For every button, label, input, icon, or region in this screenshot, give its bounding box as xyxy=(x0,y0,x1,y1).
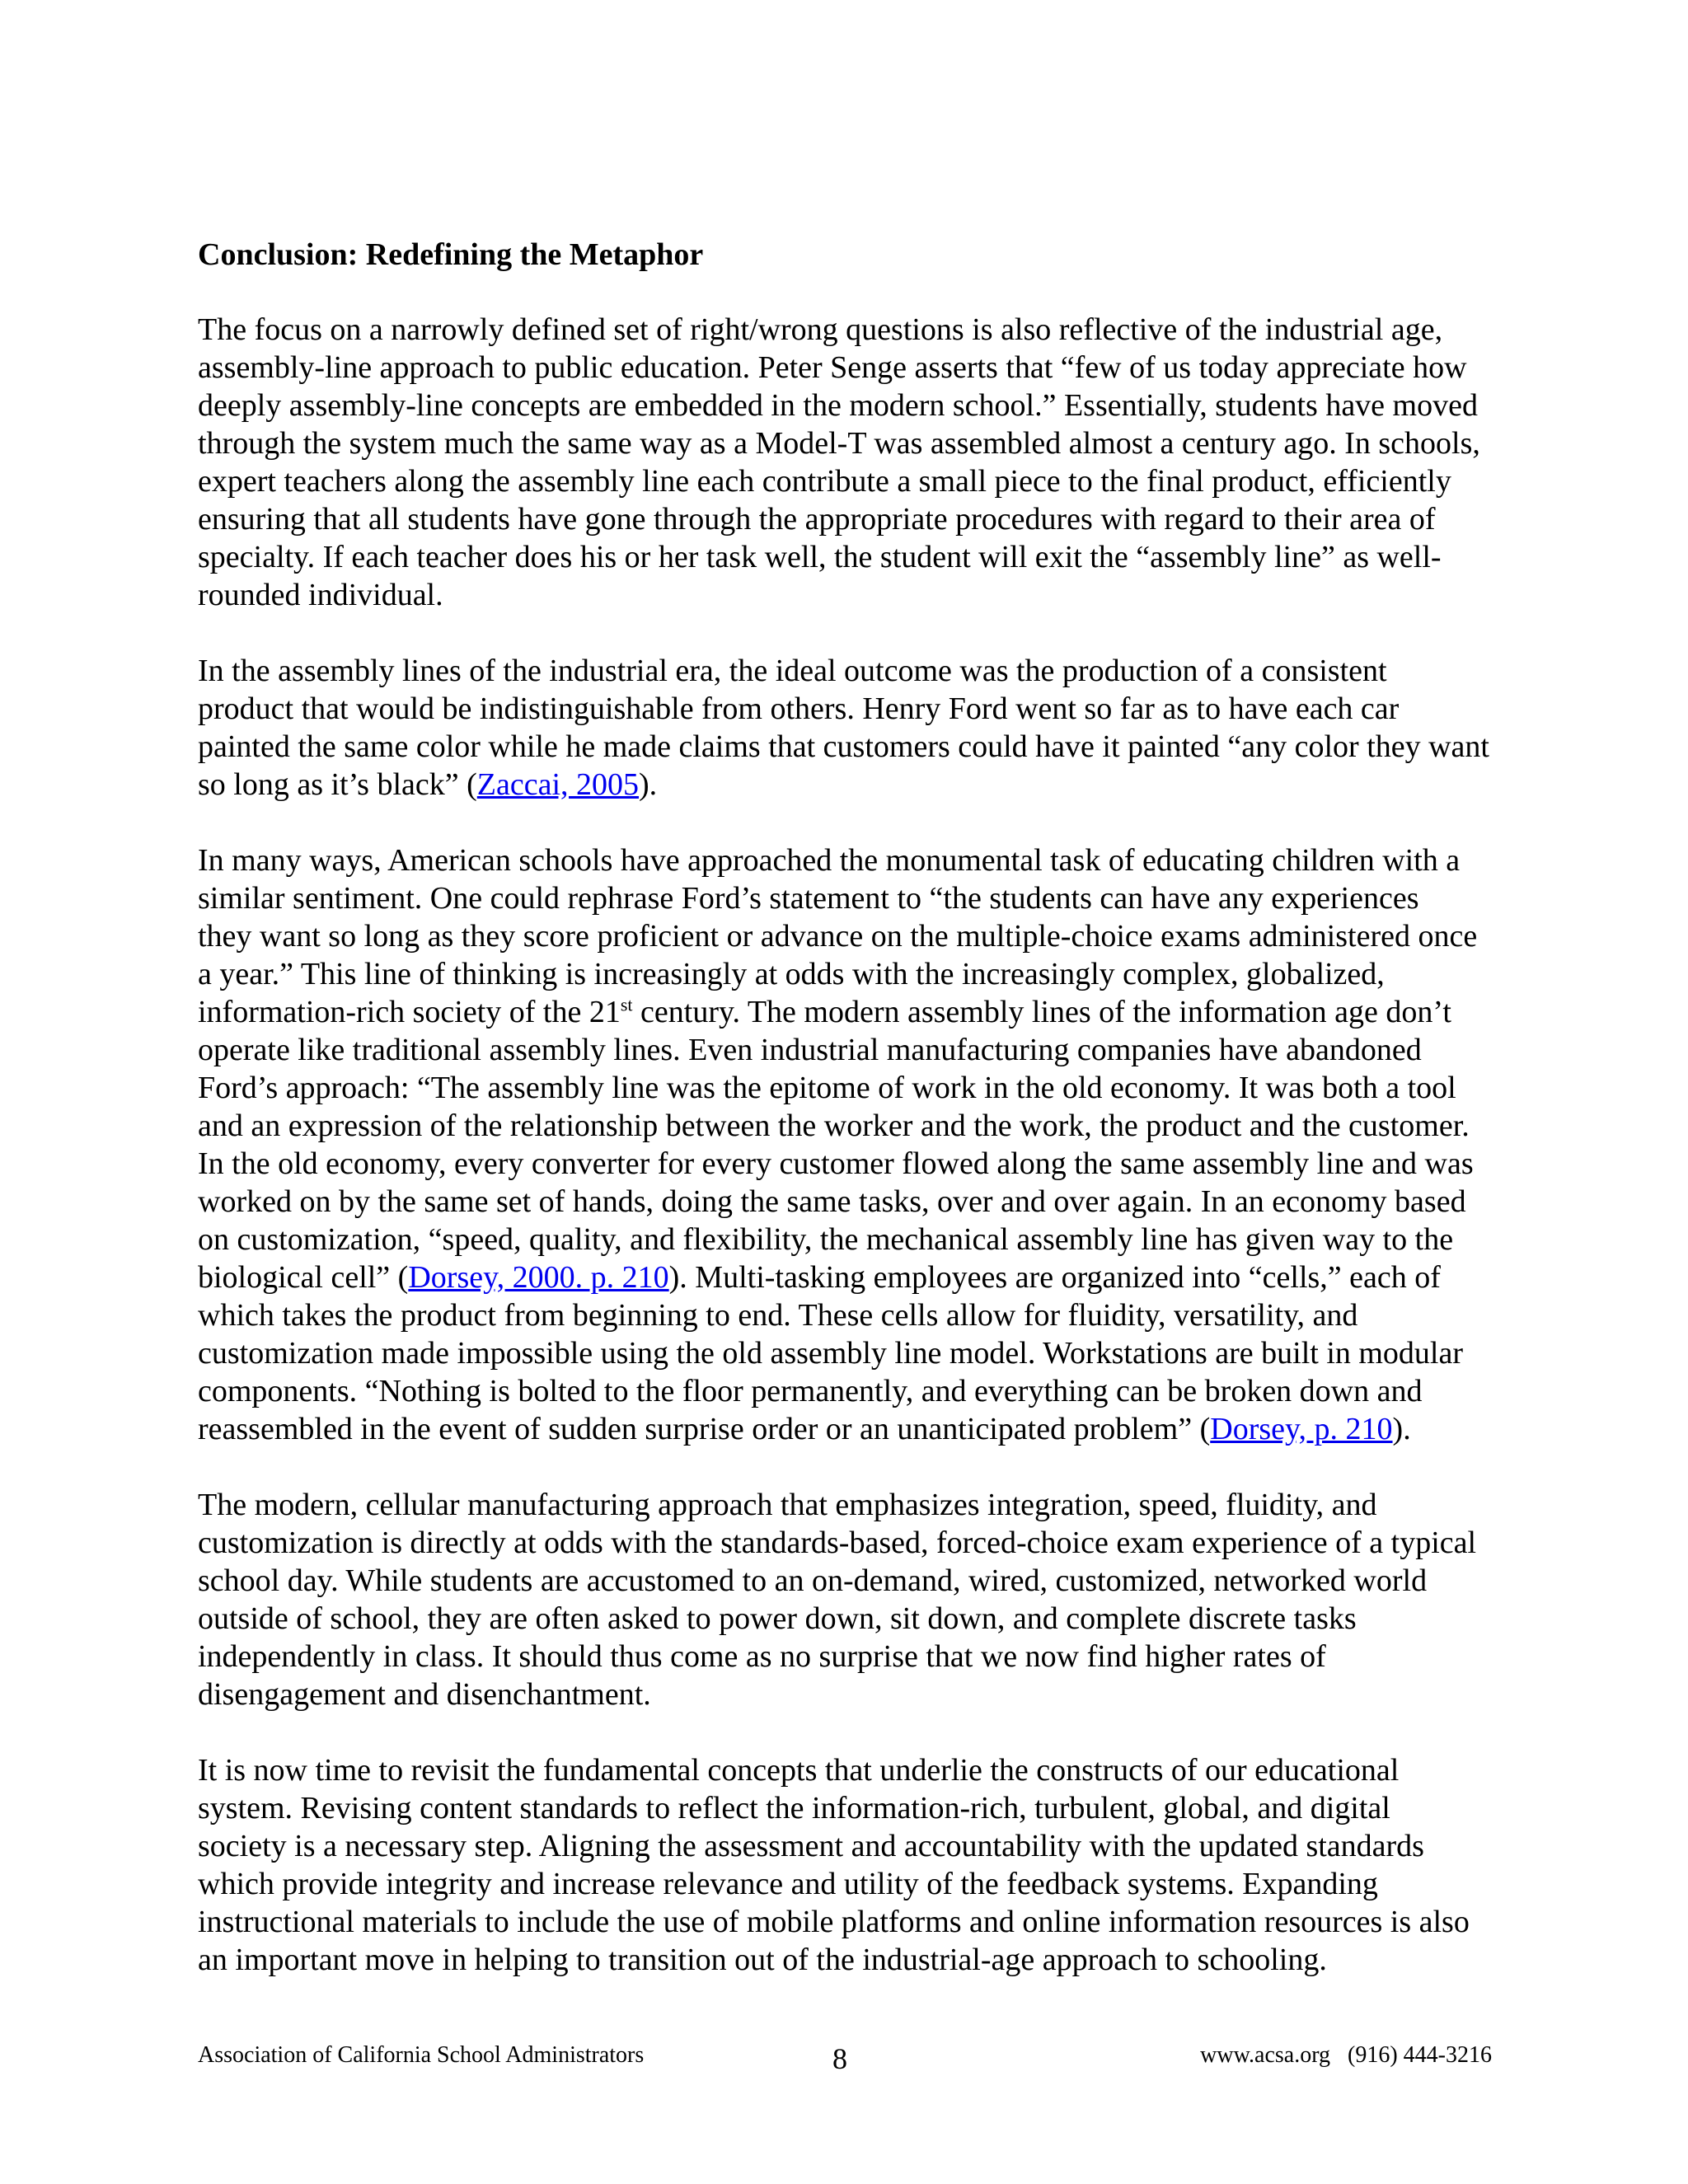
paragraph-2 xyxy=(198,652,1566,804)
citation-link-zaccai-2005[interactable]: Zaccai, 2005 xyxy=(476,767,640,802)
paragraph-line: It is now time to revisit the fundamental concepts that underlie the constructs of our educational xyxy=(198,1753,1400,1788)
paragraph-line: similar sentiment. One could rephrase Ford’s statement to “the students can have any experiences xyxy=(198,881,1419,916)
paragraph-line xyxy=(198,766,1566,804)
paragraph-line: customization made impossible using the old assembly line model. Workstations are built in modular xyxy=(198,1336,1464,1371)
paragraph-line: on customization, “speed, quality, and flexibility, the mechanical assembly line has given way to the xyxy=(198,1222,1454,1257)
line-text: century. The modern assembly lines of the information age don’t xyxy=(632,995,1451,1029)
paragraph-line: painted the same color while he made claims that customers could have it painted “any color they want xyxy=(198,729,1489,764)
paragraph-line: specialty. If each teacher does his or her task well, the student will exit the “assembly line” as well- xyxy=(198,540,1442,574)
line-text: ). Multi-tasking employees are organized into “cells,” each of xyxy=(668,1260,1441,1295)
line-text: ). xyxy=(1392,1412,1411,1446)
paragraph-line: In the assembly lines of the industrial era, the ideal outcome was the production of a consistent xyxy=(198,654,1387,688)
paragraph-line: independently in class. It should thus come as no surprise that we now find higher rates of xyxy=(198,1639,1326,1674)
paragraph-line: rounded individual. xyxy=(198,578,443,612)
paragraph-line: components. “Nothing is bolted to the floor permanently, and everything can be broken down and xyxy=(198,1374,1423,1408)
line-text: so long as it’s black” ( xyxy=(198,767,477,802)
paragraph-line: which takes the product from beginning to end. These cells allow for fluidity, versatility, and xyxy=(198,1298,1358,1333)
paragraph-line xyxy=(198,1258,1566,1296)
paragraph-line: which provide integrity and increase relevance and utility of the feedback systems. Expanding xyxy=(198,1867,1378,1901)
paragraph-line: outside of school, they are often asked to power down, sit down, and complete discrete tasks xyxy=(198,1601,1357,1636)
superscript-ordinal: st xyxy=(620,994,633,1015)
paragraph-4 xyxy=(198,1486,1566,1713)
paragraph-line: society is a necessary step. Aligning the assessment and accountability with the updated standards xyxy=(198,1829,1424,1863)
paragraph-line: they want so long as they score proficient or advance on the multiple-choice exams administered once xyxy=(198,919,1478,954)
paragraph-line: and an expression of the relationship between the worker and the work, the product and the customer. xyxy=(198,1108,1470,1143)
paragraph-line: The focus on a narrowly defined set of right/wrong questions is also reflective of the industrial age, xyxy=(198,312,1443,347)
document-body xyxy=(198,236,1566,2017)
paragraph-3 xyxy=(198,841,1566,1448)
line-text: ). xyxy=(639,767,658,802)
paragraph-line: The modern, cellular manufacturing approach that emphasizes integration, speed, fluidity, and xyxy=(198,1488,1377,1522)
paragraph-line: Ford’s approach: “The assembly line was the epitome of work in the old economy. It was both a tool xyxy=(198,1071,1456,1105)
paragraph-line: system. Revising content standards to reflect the information-rich, turbulent, global, and digital xyxy=(198,1791,1390,1825)
paragraph-line: operate like traditional assembly lines. Even industrial manufacturing companies have abandoned xyxy=(198,1033,1422,1067)
paragraph-line: disengagement and disenchantment. xyxy=(198,1677,651,1712)
paragraph-line: customization is directly at odds with the standards-based, forced-choice exam experience of a typical xyxy=(198,1526,1477,1560)
paragraph-line: ensuring that all students have gone through the appropriate procedures with regard to their area of xyxy=(198,502,1436,537)
paragraph-line: In many ways, American schools have approached the monumental task of educating children with a xyxy=(198,843,1461,878)
line-text: information-rich society of the 21 xyxy=(198,995,621,1029)
paragraph-line: school day. While students are accustomed to an on-demand, wired, customized, networked world xyxy=(198,1563,1428,1598)
paragraph-line xyxy=(198,1410,1566,1448)
citation-link-dorsey-2000[interactable]: Dorsey, 2000. p. 210 xyxy=(408,1260,669,1295)
line-text: reassembled in the event of sudden surprise order or an unanticipated problem” ( xyxy=(198,1412,1211,1446)
paragraph-line: assembly-line approach to public education. Peter Senge asserts that “few of us today appreciate how xyxy=(198,350,1467,385)
paragraph-line: through the system much the same way as a Model-T was assembled almost a century ago. In schools, xyxy=(198,426,1480,461)
citation-link-dorsey-p210[interactable]: Dorsey, p. 210 xyxy=(1210,1412,1393,1446)
line-text: biological cell” ( xyxy=(198,1260,409,1295)
paragraph-line xyxy=(198,993,1566,1031)
section-heading: Conclusion: Redefining the Metaphor xyxy=(198,237,704,272)
paragraph-line: In the old economy, every converter for every customer flowed along the same assembly line and was xyxy=(198,1146,1474,1181)
footer-contact: www.acsa.org (916) 444-3216 xyxy=(1200,2042,1492,2068)
paragraph-line: worked on by the same set of hands, doing the same tasks, over and over again. In an economy based xyxy=(198,1184,1466,1219)
paragraph-1 xyxy=(198,311,1566,614)
page-number: 8 xyxy=(832,2042,847,2075)
paragraph-line: product that would be indistinguishable from others. Henry Ford went so far as to have each car xyxy=(198,691,1400,726)
paragraph-line: expert teachers along the assembly line each contribute a small piece to the final product, efficiently xyxy=(198,464,1451,499)
paragraph-line: deeply assembly-line concepts are embedded in the modern school.” Essentially, students have moved xyxy=(198,388,1478,423)
paragraph-5 xyxy=(198,1751,1566,1979)
footer-organization: Association of California School Administrators xyxy=(198,2042,645,2068)
paragraph-line: instructional materials to include the use of mobile platforms and online information resources is also xyxy=(198,1905,1470,1939)
paragraph-line: a year.” This line of thinking is increasingly at odds with the increasingly complex, globalized, xyxy=(198,957,1385,991)
paragraph-line: an important move in helping to transition out of the industrial-age approach to schooling. xyxy=(198,1943,1327,1977)
